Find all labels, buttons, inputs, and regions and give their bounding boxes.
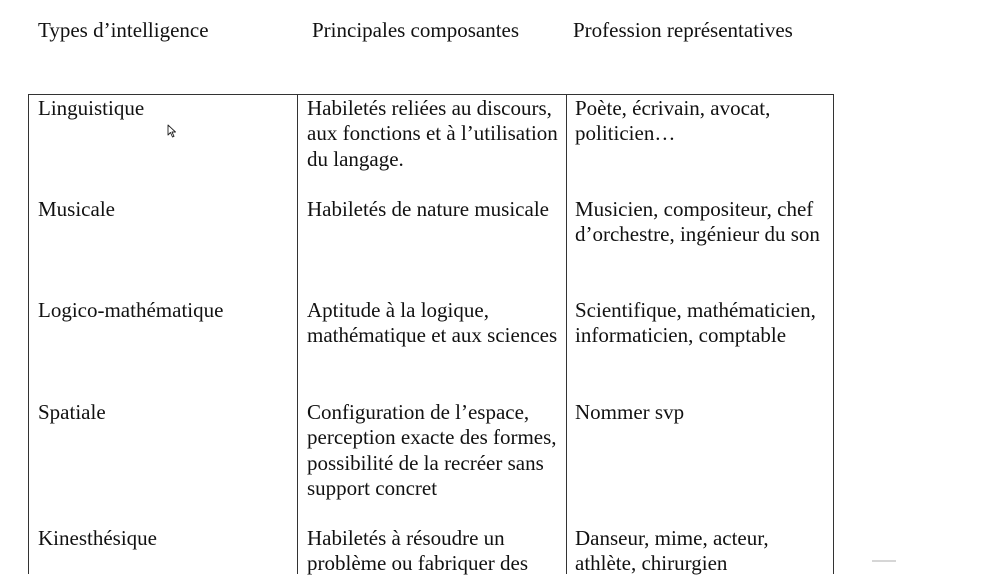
cell-components: Configuration de l’espace, perception exacte des formes, possibilité de la recréer sans support concret — [307, 400, 557, 500]
cell-professions: Scientifique, mathématicien, informaticien, comptable — [575, 298, 816, 348]
cell-professions: Poète, écrivain, avocat, politicien… — [575, 96, 771, 146]
header-components: Principales composantes — [312, 18, 520, 42]
column-divider — [297, 95, 298, 574]
column-divider — [566, 95, 567, 574]
cell-type: Linguistique — [38, 96, 145, 120]
cell-type: Musicale — [38, 197, 115, 221]
header-types: Types d’intelligence — [38, 18, 209, 42]
cell-type: Spatiale — [38, 400, 106, 424]
cell-type: Logico-mathématique — [38, 298, 224, 322]
intelligence-table — [28, 94, 834, 574]
cell-professions: Nommer svp — [575, 400, 685, 424]
cell-type: Kinesthésique — [38, 526, 157, 550]
cell-components: Habiletés à résoudre un problème ou fabriquer des — [307, 526, 529, 576]
mouse-pointer-icon — [167, 124, 177, 138]
scroll-indicator — [872, 560, 896, 562]
cell-professions: Danseur, mime, acteur, athlète, chirurgien — [575, 526, 769, 576]
cell-components: Habiletés reliées au discours, aux fonctions et à l’utilisation du langage. — [307, 96, 558, 171]
cell-components: Aptitude à la logique, mathématique et aux sciences — [307, 298, 558, 348]
header-professions: Profession représentatives — [573, 18, 793, 42]
cell-professions: Musicien, compositeur, chef d’orchestre, ingénieur du son — [575, 197, 820, 247]
cell-components: Habiletés de nature musicale — [307, 197, 549, 221]
